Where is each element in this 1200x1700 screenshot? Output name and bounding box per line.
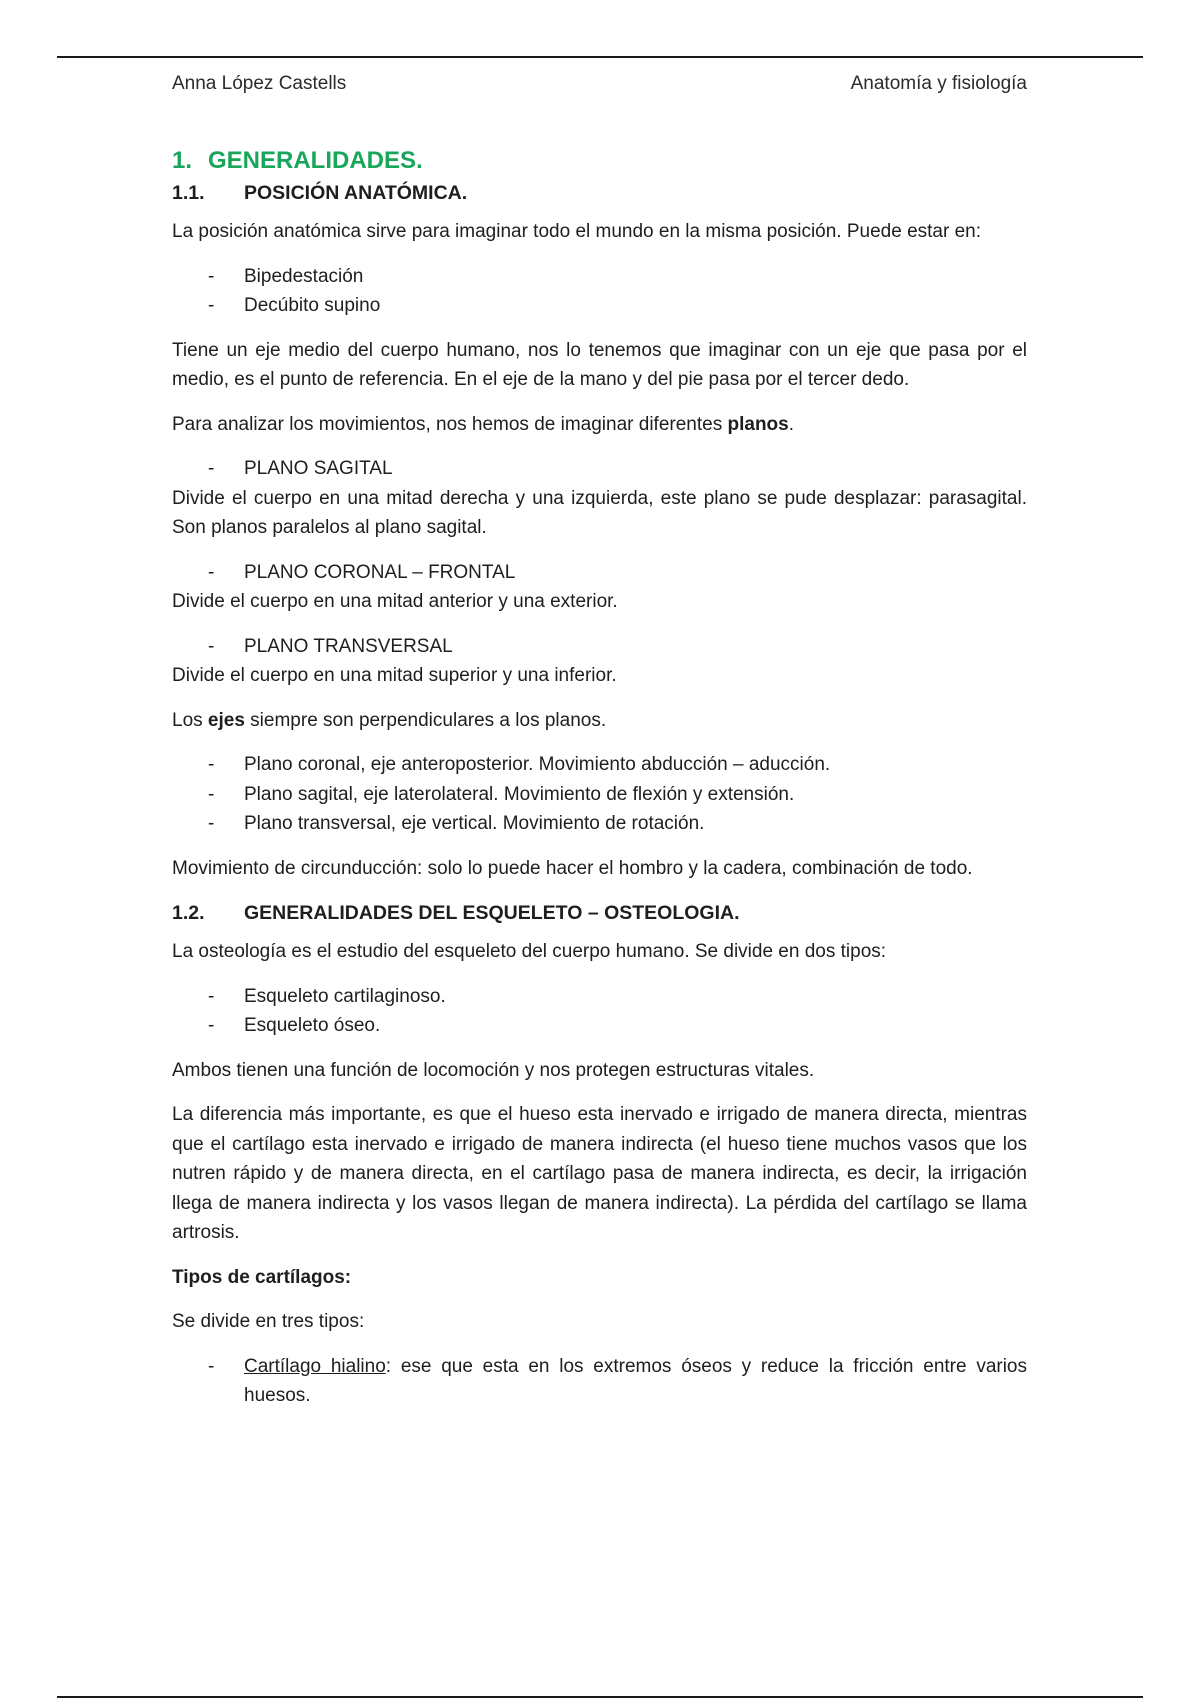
list-dash: - (208, 295, 215, 316)
axes-intro-end: siempre son perpendiculares a los planos. (244, 709, 607, 731)
list-item-text: Plano transversal, eje vertical. Movimiento de rotación. (244, 813, 705, 834)
list-dash: - (208, 265, 215, 287)
plane-sagital-list (172, 454, 1027, 484)
section-1-2-number: 1.2. (172, 902, 205, 924)
cartilage-types-intro: Se divide en tres tipos: (172, 1311, 365, 1332)
axes-list (172, 750, 1027, 839)
section-1-1-heading (172, 178, 1027, 208)
positions-list (172, 262, 1027, 321)
list-item (172, 291, 1027, 321)
list-dash: - (208, 813, 215, 834)
list-item (172, 780, 1027, 810)
section-1-2-heading (172, 898, 1027, 928)
hyaline-cartilage-description: : ese que esta en los extremos óseos y reduce la fricción entre varios huesos. (244, 1355, 1027, 1406)
footer-rule (57, 1696, 1143, 1698)
planes-intro (172, 410, 1027, 440)
header-author: Anna López Castells (172, 73, 347, 94)
list-item-text: Esqueleto cartilaginoso. (244, 985, 446, 1007)
section-1-number: 1. (172, 147, 193, 174)
cartilage-types-heading: Tipos de cartílagos: (172, 1266, 352, 1288)
list-item (172, 454, 1027, 484)
anatomical-position-intro: La posición anatómica sirve para imaginar todo el mundo en la misma posición. Puede estar en: (172, 221, 982, 242)
list-dash: - (208, 1015, 215, 1036)
skeleton-types-list (172, 982, 1027, 1041)
list-dash: - (208, 561, 215, 583)
plane-coronal-label: PLANO CORONAL – FRONTAL (244, 561, 516, 583)
list-dash: - (208, 635, 215, 657)
list-item (172, 809, 1027, 839)
cartilage-types-list (172, 1352, 1027, 1411)
list-item (172, 1352, 1027, 1411)
planes-bold: planos (727, 413, 789, 435)
plane-transversal-label: PLANO TRANSVERSAL (244, 635, 453, 657)
section-1-1-number: 1.1. (172, 182, 205, 204)
plane-transversal-list (172, 632, 1027, 662)
axis-paragraph: Tiene un eje medio del cuerpo humano, nos lo tenemos que imaginar con un eje que pasa por el medio, es el punto de referencia. En el eje de la mano y del pie pasa por el tercer dedo. (172, 339, 1027, 390)
section-1-1-title: POSICIÓN ANATÓMICA. (244, 182, 468, 204)
plane-sagital-description: Divide el cuerpo en una mitad derecha y una izquierda, este plano se pude desplazar: parasagital. Son planos paralelos al plano sagital. (172, 487, 1027, 538)
header-rule (57, 56, 1143, 58)
list-item (172, 632, 1027, 662)
list-dash: - (208, 458, 215, 479)
document-body (172, 140, 1027, 1426)
list-dash: - (208, 783, 215, 805)
section-1-title: GENERALIDADES. (208, 147, 423, 174)
list-dash: - (208, 754, 215, 775)
page-header (172, 73, 1027, 99)
section-1-heading (172, 146, 1027, 176)
planes-intro-text: Para analizar los movimientos, nos hemos de imaginar diferentes (172, 413, 728, 435)
list-item (172, 750, 1027, 780)
plane-coronal-description: Divide el cuerpo en una mitad anterior y una exterior. (172, 591, 618, 612)
list-item (172, 262, 1027, 292)
list-item-text: Plano coronal, eje anteroposterior. Movimiento abducción – aducción. (244, 754, 831, 775)
list-item (172, 982, 1027, 1012)
plane-transversal-description: Divide el cuerpo en una mitad superior y una inferior. (172, 665, 617, 686)
osteology-intro: La osteología es el estudio del esqueleto del cuerpo humano. Se divide en dos tipos: (172, 941, 887, 962)
list-item (172, 558, 1027, 588)
section-1-2-title: GENERALIDADES DEL ESQUELETO – OSTEOLOGIA. (244, 902, 740, 924)
planes-intro-end: . (788, 413, 795, 435)
plane-sagital-label: PLANO SAGITAL (244, 458, 393, 479)
list-item-text: Decúbito supino (244, 295, 381, 316)
list-item (172, 1011, 1027, 1041)
difference-paragraph: La diferencia más importante, es que el hueso esta inervado e irrigado de manera directa, mientras que el cartílago esta inervado e irrigado de manera indirecta (el hueso tiene muchos vasos que los nutren rápido y de manera directa, en el cartílago pasa de manera indirecta, es decir, la irrigación llega de manera indirecta y los vasos llegan de manera indirecta). La pérdida del cartílago se llama artrosis. (172, 1104, 1027, 1243)
list-item-text: Bipedestación (244, 265, 364, 287)
function-paragraph: Ambos tienen una función de locomoción y nos protegen estructuras vitales. (172, 1059, 815, 1081)
axes-intro-text: Los (172, 709, 208, 731)
circumduction-paragraph: Movimiento de circunducción: solo lo puede hacer el hombro y la cadera, combinación de todo. (172, 857, 973, 879)
plane-coronal-list (172, 558, 1027, 588)
axes-bold: ejes (207, 709, 245, 731)
axes-intro (172, 706, 1027, 736)
header-subject: Anatomía y fisiología (850, 73, 1027, 94)
list-item-text: Esqueleto óseo. (244, 1015, 381, 1036)
list-dash: - (208, 1355, 215, 1377)
list-dash: - (208, 985, 215, 1007)
hyaline-cartilage-label: Cartílago hialino (244, 1355, 386, 1377)
list-item-text: Plano sagital, eje laterolateral. Movimiento de flexión y extensión. (244, 783, 795, 805)
